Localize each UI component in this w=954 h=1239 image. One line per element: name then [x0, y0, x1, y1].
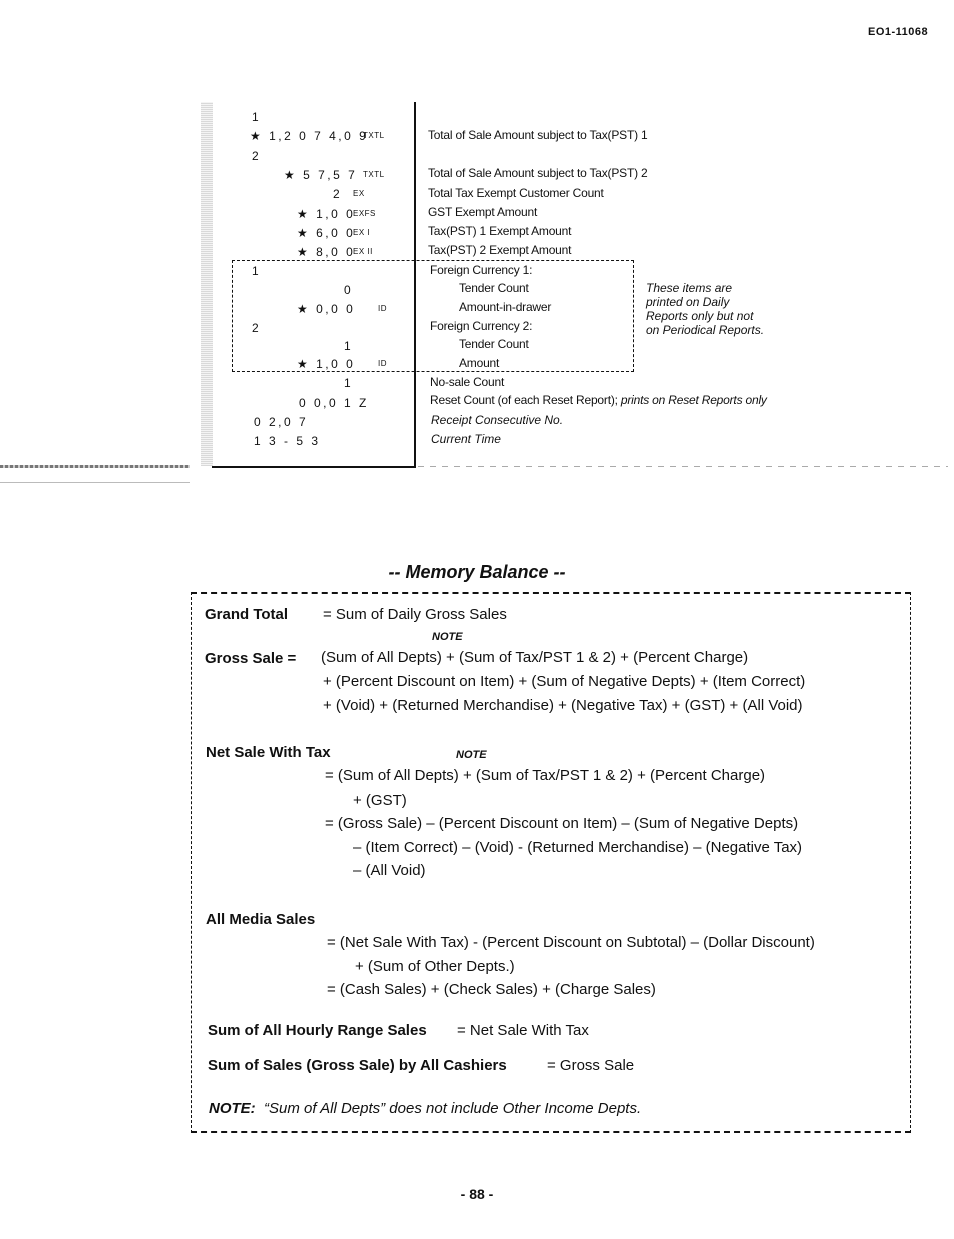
- page-number: - 88 -: [460, 1186, 494, 1202]
- receipt-edge-shading: [201, 102, 213, 466]
- receipt-value: ★ 1,0 0: [297, 357, 356, 371]
- footnote-text: “Sum of All Depts” does not include Other Income Depts.: [264, 1100, 642, 1117]
- receipt-value: 1: [252, 110, 262, 124]
- note-mark: NOTE: [456, 749, 487, 761]
- all-media-label: All Media Sales: [206, 911, 316, 928]
- receipt-description: Total of Sale Amount subject to Tax(PST) 2: [428, 166, 648, 180]
- reset-count-italic: prints on Reset Reports only: [620, 393, 767, 407]
- receipt-description: Amount-in-drawer: [459, 300, 552, 314]
- receipt-description: Total of Sale Amount subject to Tax(PST) 1: [428, 128, 648, 142]
- receipt-bottom-edge: [212, 466, 416, 468]
- receipt-value: ★ 6,0 0: [297, 226, 356, 240]
- net-sale-line: – (All Void): [353, 862, 426, 879]
- gross-sale-label: Gross Sale =: [205, 650, 297, 667]
- receipt-value: 0 0,0 1 Z: [299, 396, 369, 410]
- receipt-value: 2: [333, 187, 343, 201]
- receipt-tag: ID: [378, 359, 387, 368]
- all-media-line: = (Cash Sales) + (Check Sales) + (Charge Sales): [327, 981, 656, 998]
- receipt-description: Receipt Consecutive No.: [431, 413, 564, 427]
- receipt-value: 2: [252, 321, 262, 335]
- receipt-value: ★ 8,0 0: [297, 245, 356, 259]
- receipt-tag: ID: [378, 304, 387, 313]
- receipt-value: 1 3 - 5 3: [254, 434, 321, 448]
- note-mark: NOTE: [432, 631, 463, 643]
- receipt-value: 1: [252, 264, 262, 278]
- tear-line: [0, 465, 190, 468]
- net-sale-line: = (Gross Sale) – (Percent Discount on Item) – (Sum of Negative Depts): [325, 815, 799, 832]
- grand-total-label: Grand Total: [205, 606, 289, 623]
- receipt-tag: EX: [353, 189, 365, 198]
- receipt-tag: TXTL: [363, 170, 385, 179]
- receipt-description: Current Time: [431, 432, 501, 446]
- net-sale-label: Net Sale With Tax: [206, 744, 331, 761]
- reset-count-text: Reset Count (of each Reset Report);: [430, 393, 618, 407]
- receipt-tag: TXTL: [363, 131, 385, 140]
- receipt-description: Foreign Currency 1:: [430, 263, 533, 277]
- document-id: EO1-11068: [868, 26, 929, 38]
- tear-line-shadow: [0, 482, 190, 483]
- cashier-sales-equation: = Gross Sale: [547, 1057, 635, 1074]
- net-sale-line: – (Item Correct) – (Void) - (Returned Merchandise) – (Negative Tax): [353, 839, 803, 856]
- receipt-value: ★ 1,2 0 7 4,0 9: [250, 129, 369, 143]
- receipt-value: 0: [344, 283, 354, 297]
- all-media-line: + (Sum of Other Depts.): [355, 958, 515, 975]
- receipt-tag: EX I: [353, 228, 371, 237]
- receipt-value: 1: [344, 376, 354, 390]
- receipt-description: Tender Count: [459, 337, 529, 351]
- receipt-description: Tax(PST) 2 Exempt Amount: [428, 243, 572, 257]
- receipt-value: 1: [344, 339, 354, 353]
- footnote-label: NOTE:: [209, 1100, 256, 1117]
- net-sale-line: = (Sum of All Depts) + (Sum of Tax/PST 1 & 2) + (Percent Charge): [325, 767, 766, 784]
- gross-sale-line: (Sum of All Depts) + (Sum of Tax/PST 1 & 2) + (Percent Charge): [321, 649, 749, 666]
- gross-sale-line: + (Void) + (Returned Merchandise) + (Negative Tax) + (GST) + (All Void): [323, 697, 803, 714]
- cashier-sales-label: Sum of Sales (Gross Sale) by All Cashiers: [208, 1057, 507, 1074]
- receipt-description: Foreign Currency 2:: [430, 319, 533, 333]
- receipt-description: Amount: [459, 356, 500, 370]
- receipt-tag: EX II: [353, 247, 373, 256]
- receipt-value: ★ 1,0 0: [297, 207, 356, 221]
- receipt-description: GST Exempt Amount: [428, 205, 538, 219]
- receipt-tag: EXFS: [353, 209, 376, 218]
- receipt-value: ★ 0,0 0: [297, 302, 356, 316]
- receipt-description: Tender Count: [459, 281, 529, 295]
- hourly-sales-label: Sum of All Hourly Range Sales: [208, 1022, 427, 1039]
- receipt-description: No-sale Count: [430, 375, 505, 389]
- hourly-sales-equation: = Net Sale With Tax: [457, 1022, 589, 1039]
- receipt-value: ★ 5 7,5 7: [284, 168, 358, 182]
- all-media-line: = (Net Sale With Tax) - (Percent Discount on Subtotal) – (Dollar Discount): [327, 934, 815, 951]
- receipt-value: 0 2,0 7: [254, 415, 309, 429]
- grand-total-equation: = Sum of Daily Gross Sales: [323, 606, 507, 623]
- daily-report-note: These items are printed on Daily Reports only but not on Periodical Reports.: [646, 281, 765, 337]
- receipt-description: [430, 393, 767, 407]
- memory-balance-title: -- Memory Balance --: [388, 562, 566, 582]
- receipt-description: Tax(PST) 1 Exempt Amount: [428, 224, 572, 238]
- page-divider: [418, 466, 948, 467]
- net-sale-line: + (GST): [353, 792, 407, 809]
- gross-sale-line: + (Percent Discount on Item) + (Sum of Negative Depts) + (Item Correct): [323, 673, 806, 690]
- receipt-description: Total Tax Exempt Customer Count: [428, 186, 604, 200]
- receipt-value: 2: [252, 149, 262, 163]
